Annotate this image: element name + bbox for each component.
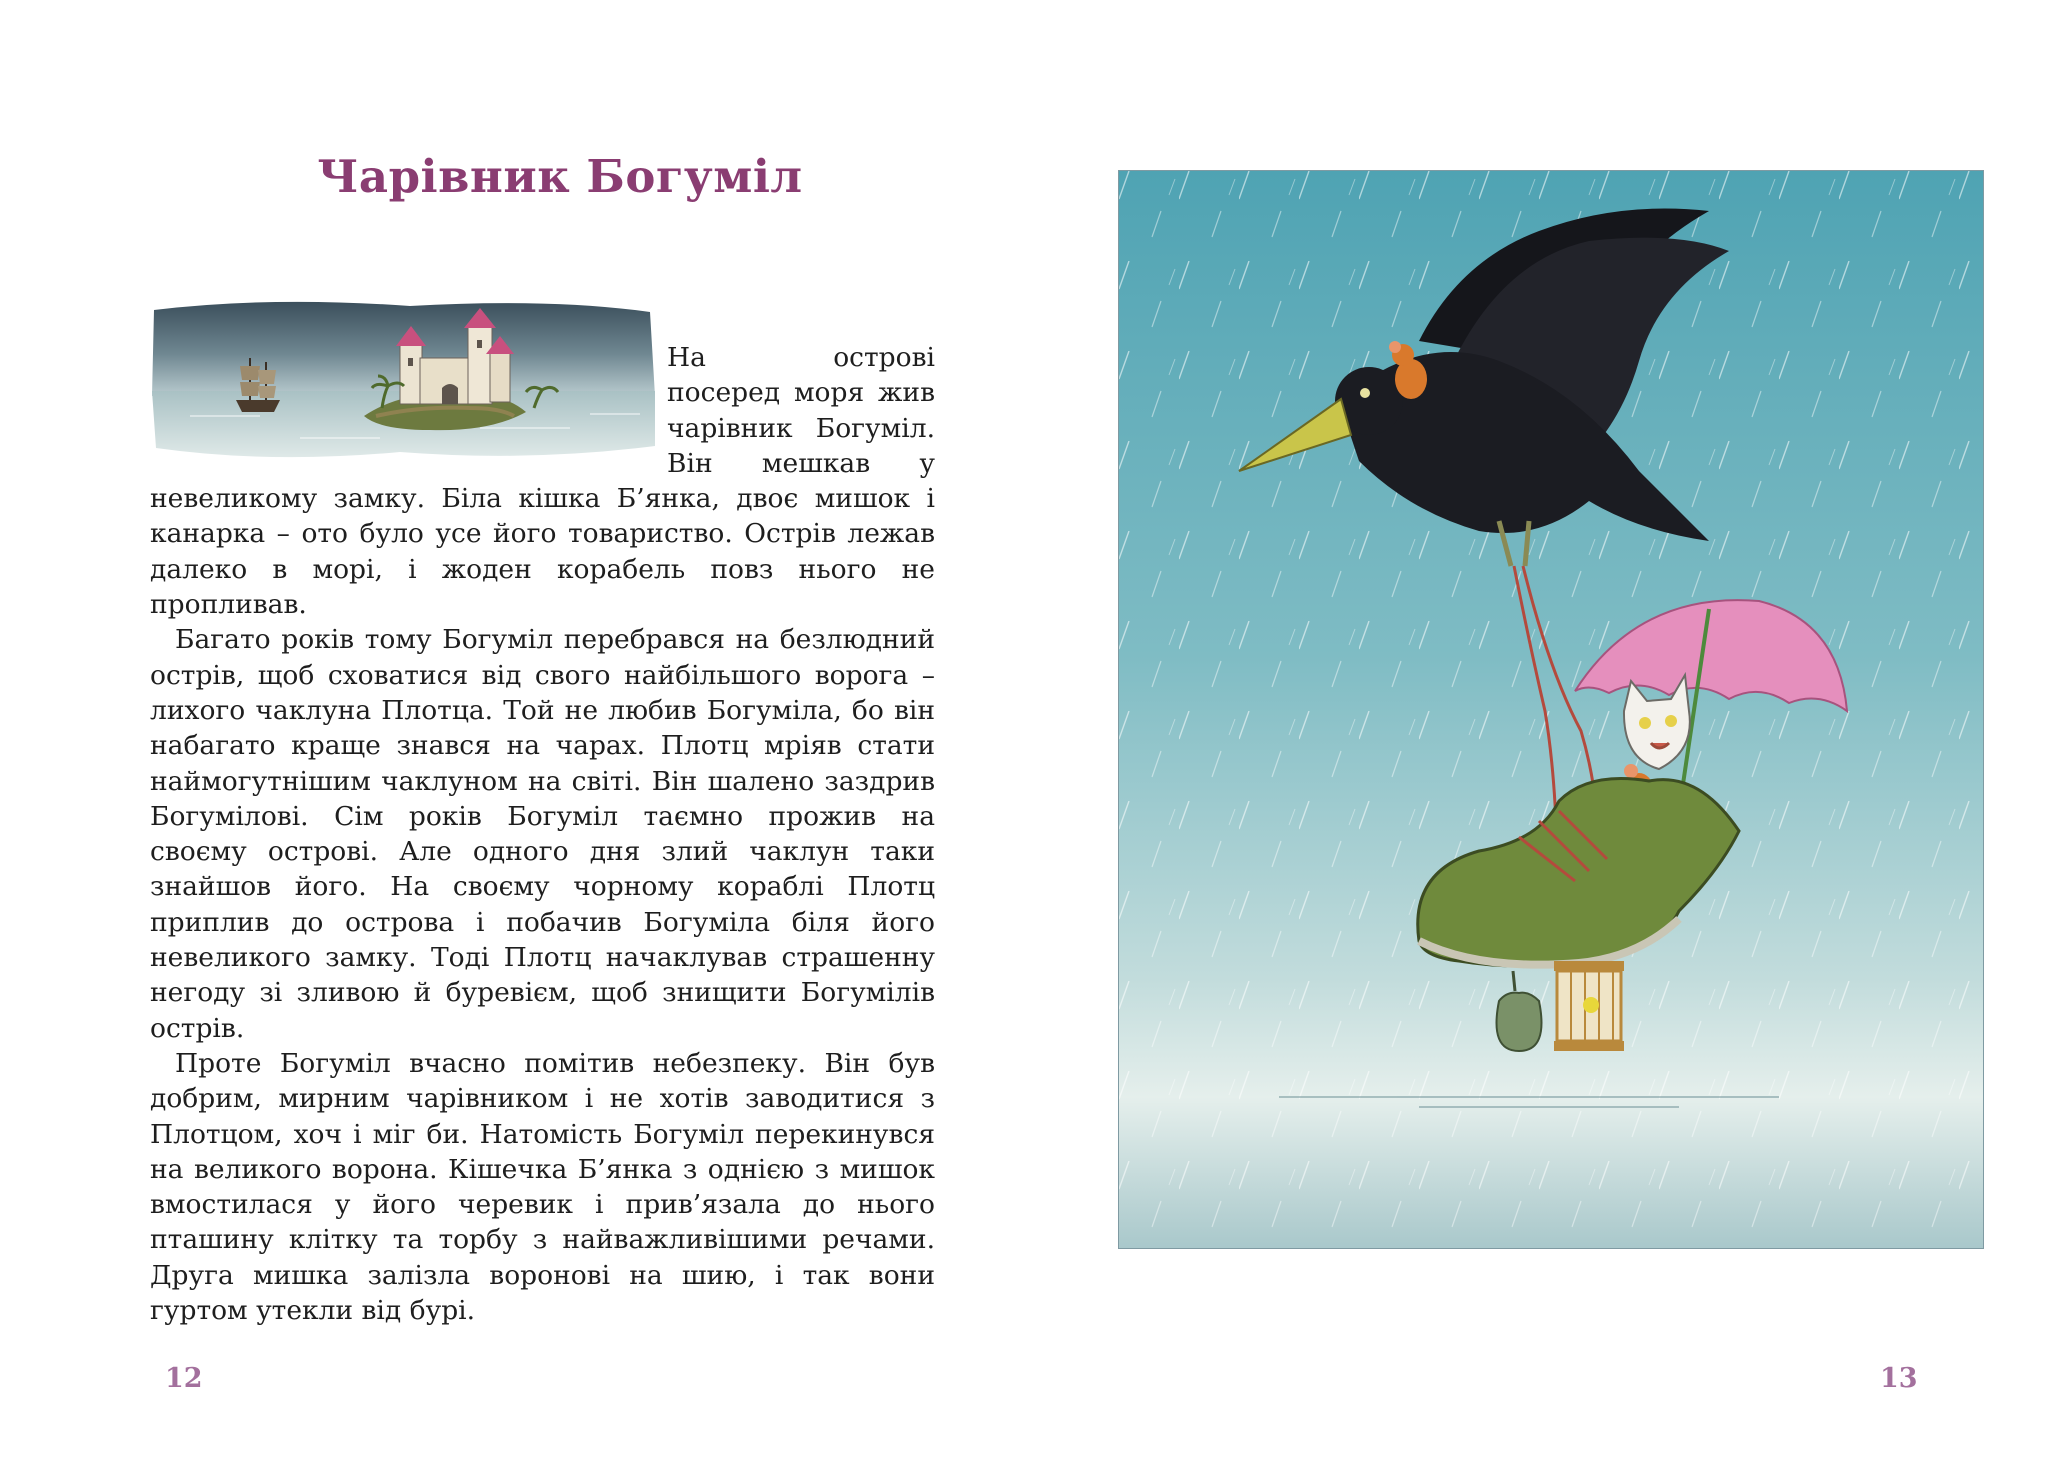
paragraph: Багато років тому Богуміл перебрався на безлюдний острів, щоб сховатися від свого найбільшого ворога – лихого чаклуна Плотца. Той не любив Богуміла, бо він набагато краще знався на чарах. Плотц мріяв стати наймогутнішим чаклуном на світі. Він шалено заздрив Богумілові. Сім років Богуміл таємно прожив на своєму острові. Але одного дня злий чаклун таки знайшов його. На своєму чорному кораблі Плотц приплив до острова і побачив Богуміла біля його невеликого замку. Тоді Плотц начаклував страшенну негоду зі зливою й буревієм, щоб знищити Богумілів острів.: [150, 624, 935, 1044]
birdcage-icon: [1554, 961, 1624, 1051]
raven-flight-illustration: [1118, 170, 1984, 1249]
paragraph: На острові посеред моря жив чарівник Богуміл. Він мешкав у невеликому замку. Біла кішка Б’янка, двоє мишок і канарка – ото було усе його товариство. Острів лежав далеко в морі, і жоден корабель повз нього не пропливав.: [150, 342, 935, 621]
island-castle-picture: [150, 296, 657, 464]
page-number-left: 12: [165, 1363, 203, 1394]
chapter-title: Чарівник Богуміл: [317, 150, 803, 203]
story-text: [150, 340, 935, 1328]
page-number-right: 13: [1880, 1363, 1918, 1394]
raven-scene-picture: [1119, 171, 1983, 1248]
paragraph: Проте Богуміл вчасно помітив небезпеку. Він був добрим, мирним чарівником і не хотів заводитися з Плотцом, хоч і міг би. Натомість Богуміл перекинувся на великого ворона. Кішечка Б’янка з однією з мишок вмостилася у його черевик і прив’язала до нього пташину клітку та торбу з найважливішими речами. Друга мишка залізла воронові на шию, і так вони гуртом утекли від бурі.: [150, 1047, 935, 1327]
island-illustration: [150, 296, 657, 464]
